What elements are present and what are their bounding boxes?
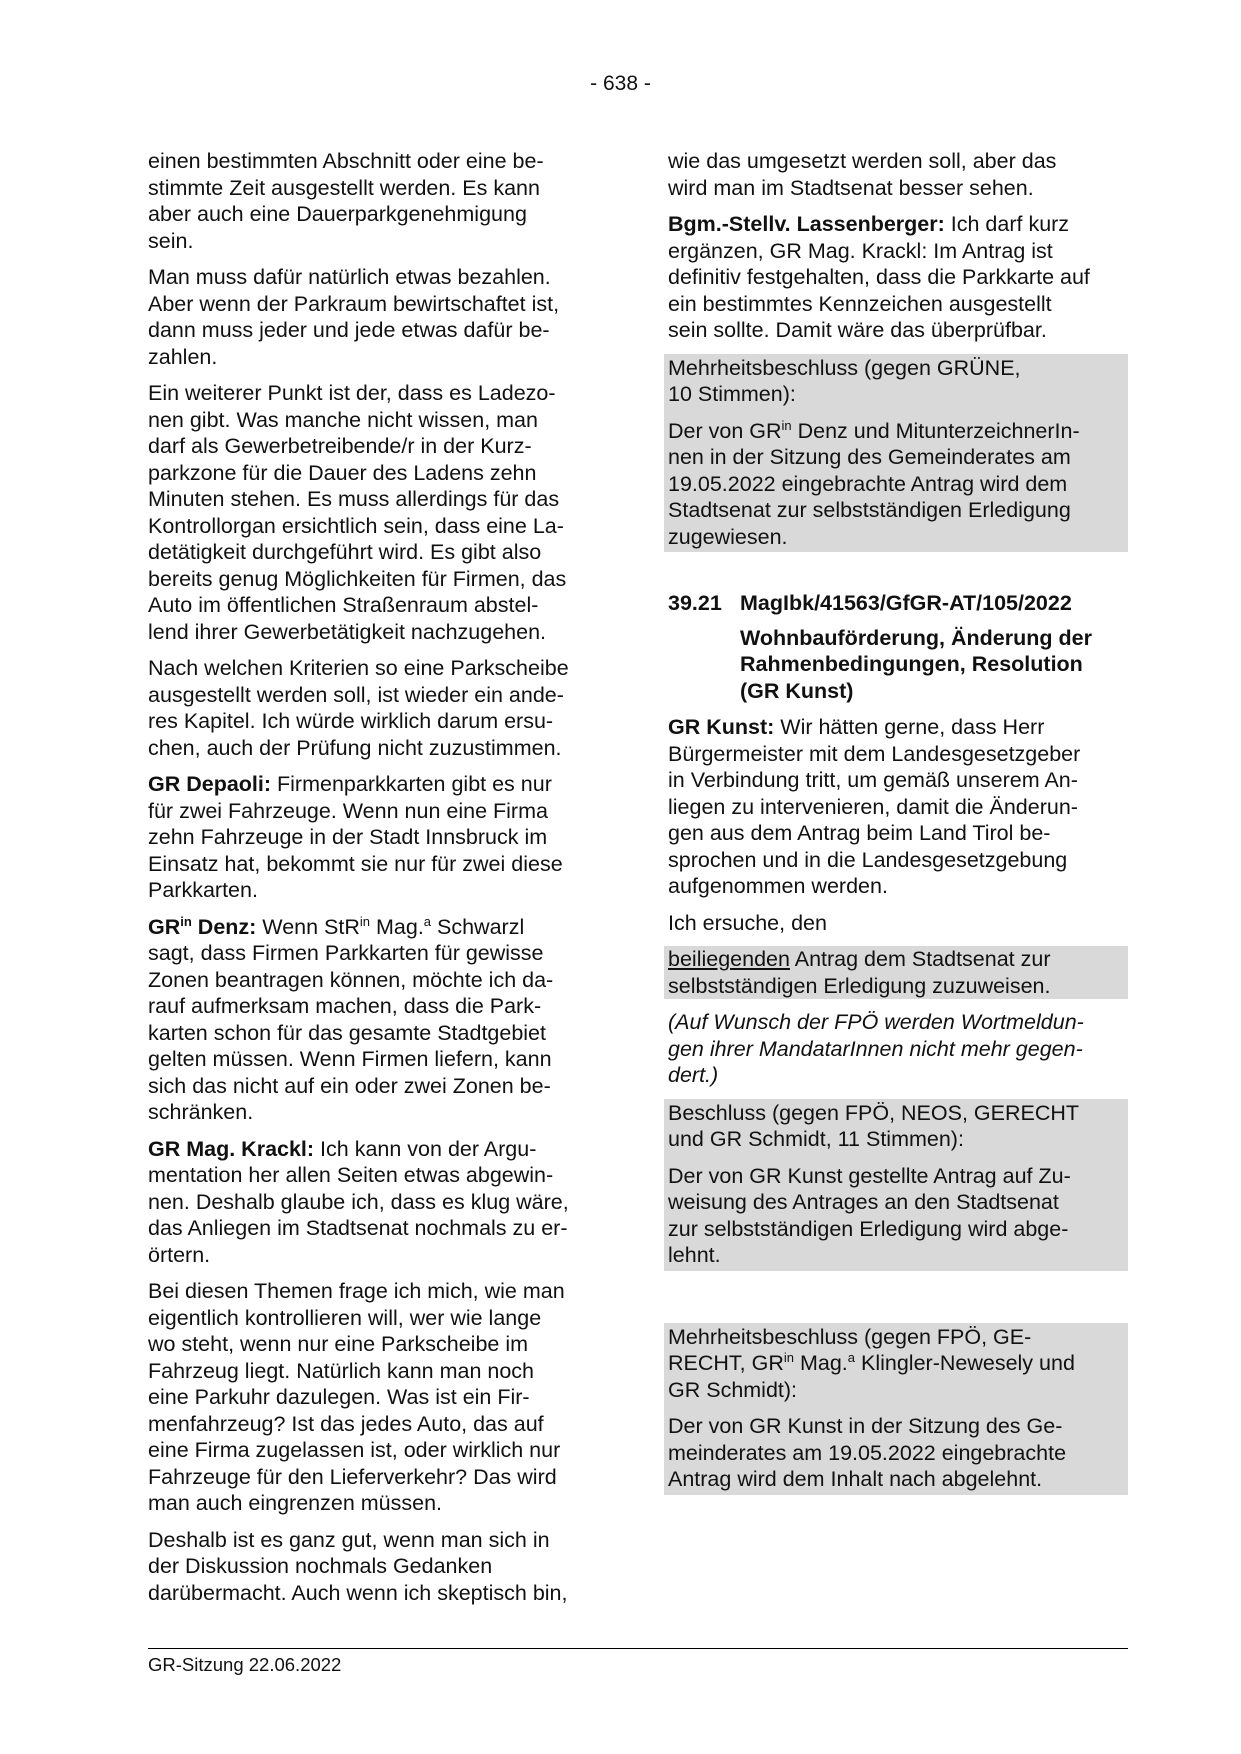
resolution-text: Der von GR Kunst in der Sitzung des Ge- meinderates am 19.05.2022 eingebrachte Antrag wird dem Inhalt nach abgelehnt. bbox=[668, 1414, 1067, 1491]
speech-kunst: GR Kunst: Wir hätten gerne, dass Herr Bürgermeister mit dem Landesgesetzgeber in Verbindung tritt, um gemäß unserem An- liegen zu intervenieren, damit die Änderun- gen aus dem Antrag beim Land Tirol be- sprochen und in die Landesgesetzgebung aufgenommen werden. bbox=[668, 715, 1081, 898]
speech-krackl: GR Mag. Krackl: Ich kann von der Argu- mentation her allen Seiten etwas abgewin- nen. Deshalb glaube ich, dass es klug wäre, das Anliegen im Stadtsenat nochmals zu er- örtern. bbox=[148, 1136, 569, 1267]
agenda-item-reference: MagIbk/41563/GfGR-AT/105/2022 bbox=[740, 591, 1072, 615]
footer-divider bbox=[148, 1648, 1128, 1649]
speaker-name: GR Mag. Krackl: bbox=[148, 1136, 315, 1161]
paragraph: Bei diesen Themen frage ich mich, wie man eigentlich kontrollieren will, wer wie lange wo steht, wenn nur eine Parkscheibe im Fahrzeug liegt. Natürlich kann man noch eine Parkuhr dazulegen. Was ist ein Fir- menfahrzeug? Ist das jedes Auto, das auf eine Firma zugelassen ist, oder wirklich nur Fahrzeuge für den Lieferverkehr? Das wird man auch eingrenzen müssen. bbox=[148, 1279, 565, 1515]
resolution-heading: Beschluss (gegen FPÖ, NEOS, GERECHT und GR Schmidt, 11 Stimmen): bbox=[668, 1100, 1080, 1151]
speech-depaoli: GR Depaoli: Firmenparkkarten gibt es nur für zwei Fahrzeuge. Wenn nun eine Firma zehn Fahrzeuge in der Stadt Innsbruck im Einsatz hat, bekommt sie nur für zwei diese Parkkarten. bbox=[148, 772, 563, 902]
speaker-name: $GR^{in}$ Denz: bbox=[148, 913, 257, 939]
paragraph: Nach welchen Kriterien so eine Parkscheibe ausgestellt werden soll, ist wieder ein ande- res Kapitel. Ich würde wirklich darum ersu- chen, auch der Prüfung nicht zuzustimmen. bbox=[148, 656, 569, 760]
footer-text: GR-Sitzung 22.06.2022 bbox=[148, 1654, 342, 1675]
attachment-link-text: beiliegenden bbox=[668, 947, 790, 971]
page-number: - 638 - bbox=[590, 72, 651, 95]
speaker-name: GR Kunst: bbox=[668, 715, 775, 739]
agenda-item-title: Wohnbauförderung, Änderung der Rahmenbedingungen, Resolution (GR Kunst) bbox=[740, 625, 1092, 703]
speaker-name: GR Depaoli: bbox=[148, 772, 272, 796]
right-column bbox=[668, 148, 1128, 1505]
resolution-heading: Mehrheitsbeschluss (gegen FPÖ, GE- RECHT, $GR^{in}$ Mag.$^a$ Klingler-Newesely und GR Schmidt): bbox=[668, 1324, 1075, 1402]
paragraph: Deshalb ist es ganz gut, wenn man sich in der Diskussion nochmals Gedanken darübermacht. Auch wenn ich skeptisch bin, bbox=[148, 1527, 568, 1605]
paragraph: Ein weiterer Punkt ist der, dass es Ladezo- nen gibt. Was manche nicht wissen, man darf als Gewerbetreibende/r in der Kurz- parkzone für die Dauer des Ladens zehn Minuten stehen. Es muss allerdings für das Kontrollorgan ersichtlich sein, dass eine La- detätigkeit durchgeführt wird. Es gibt also bereits genug Möglichkeiten für Firmen, das Auto im öffentlichen Straßenraum abstel- lend ihrer Gewerbetätigkeit nachzugehen. bbox=[148, 381, 567, 644]
paragraph: wie das umgesetzt werden soll, aber das wird man im Stadtsenat besser sehen. bbox=[668, 149, 1057, 200]
agenda-item-number: 39.21 bbox=[668, 591, 722, 615]
paragraph: Ich ersuche, den bbox=[668, 910, 827, 935]
resolution-box bbox=[664, 354, 1128, 553]
speech-denz: $GR^{in}$ Denz: Wenn StR$^{in}$ Mag.$^a$ Schwarzl sagt, dass Firmen Parkkarten für gewisse Zonen beantragen können, möchte ich da- rauf aufmerksam machen, dass die Park- karten schon für das gesamte Stadtgebiet gelten müssen. Wenn Firmen liefern, kann sich das nicht auf ein oder zwei Zonen be- schränken. bbox=[148, 913, 554, 1124]
resolution-heading: Mehrheitsbeschluss (gegen GRÜNE, 10 Stimmen): bbox=[668, 355, 1021, 406]
italic-note: (Auf Wunsch der FPÖ werden Wortmeldun- gen ihrer MandatarInnen nicht mehr gegen- dert.) bbox=[668, 1010, 1084, 1087]
paragraph: Man muss dafür natürlich etwas bezahlen. Aber wenn der Parkraum bewirtschaftet ist, dann muss jeder und jede etwas dafür be- zahlen. bbox=[148, 265, 560, 369]
left-column bbox=[148, 148, 601, 1616]
resolution-text: Der von $GR^{in}$ Denz und MitunterzeichnerIn- nen in der Sitzung des Gemeinderates am 19.05.2022 eingebrachte Antrag wird dem Stadtsenat zur selbstständigen Erledigung zugewiesen. bbox=[668, 417, 1080, 549]
resolution-box bbox=[664, 1323, 1128, 1495]
agenda-item-heading bbox=[668, 590, 1128, 704]
resolution-text: Der von GR Kunst gestellte Antrag auf Zu- weisung des Antrages an den Stadtsenat zur selbstständigen Erledigung wird abge- lehnt. bbox=[668, 1163, 1071, 1267]
motion-text: beiliegenden Antrag dem Stadtsenat zur selbstständigen Erledigung zuzuweisen. bbox=[668, 946, 1128, 999]
resolution-box bbox=[664, 1099, 1128, 1271]
speech-lassenberger: Bgm.-Stellv. Lassenberger: Ich darf kurz ergänzen, GR Mag. Krackl: Im Antrag ist definitiv festgehalten, dass die Parkkarte auf ein bestimmtes Kennzeichen ausgestellt sein sollte. Damit wäre das überprüfbar. bbox=[668, 212, 1090, 342]
paragraph: einen bestimmten Abschnitt oder eine be- stimmte Zeit ausgestellt werden. Es kann aber auch eine Dauerparkgenehmigung sein. bbox=[148, 149, 544, 253]
speaker-name: Bgm.-Stellv. Lassenberger: bbox=[668, 212, 945, 236]
